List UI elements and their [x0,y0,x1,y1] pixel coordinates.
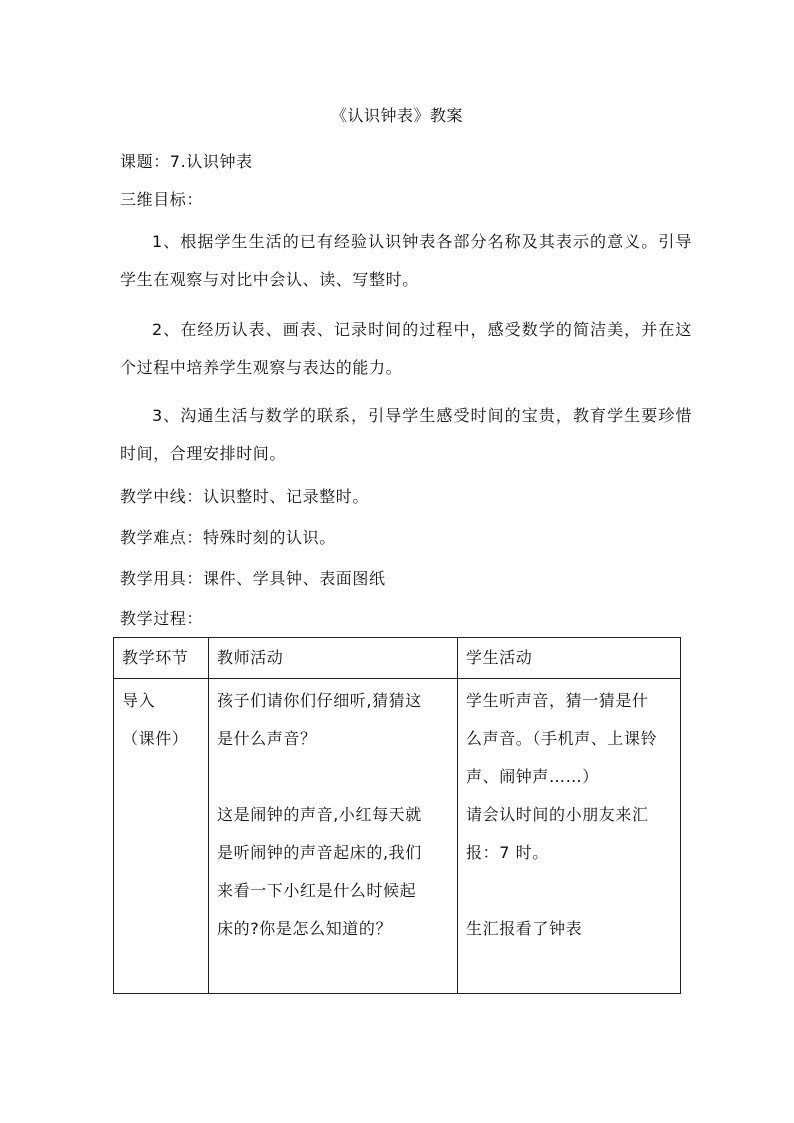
header-student-activity: 学生活动 [458,638,681,679]
objective-3-text: 3、沟通生活与数学的联系，引导学生感受时间的宝贵，教育学生要珍惜时间，合理安排时间。 [120,406,692,463]
student-line: 报：7 时。 [466,843,549,862]
teacher-line: 孩子们请你们仔细听,猜猜这 [217,691,422,710]
student-activity-cell [458,679,681,994]
objectives-heading: 三维目标： [120,190,204,209]
student-line: 请会认时间的小朋友来汇 [466,805,649,824]
teacher-line: 来看一下小红是什么时候起 [217,881,417,900]
student-line: 么声音。（手机声、上课铃 [466,729,658,748]
teaching-process-table [113,637,681,994]
process-heading: 教学过程： [120,609,204,628]
spacer [217,758,449,796]
key-point: 教学中线：认识整时、记录整时。 [120,487,370,506]
teaching-tools: 教学用具：课件、学具钟、表面图纸 [120,569,386,588]
teacher-line: 是什么声音？ [217,729,317,748]
objective-1 [120,223,692,299]
teacher-line: 是听闹钟的声音起床的,我们 [217,843,422,862]
teacher-activity-cell [209,679,458,994]
student-line: 学生听声音，猜一猜是什 [466,691,649,710]
document-title: 《认识钟表》教案 [330,106,463,125]
objective-3 [120,397,692,473]
stage-cell [114,679,209,994]
teacher-line: 床的?你是怎么知道的？ [217,919,393,938]
teacher-line: 这是闹钟的声音,小红每天就 [217,805,422,824]
lesson-topic: 课题：7.认识钟表 [120,152,253,171]
table-row [114,679,681,994]
objective-1-text: 1、根据学生生活的已有经验认识钟表各部分名称及其表示的意义。引导学生在观察与对比中会认、读、写整时。 [120,232,692,289]
objective-2-text: 2、在经历认表、画表、记录时间的过程中，感受数学的简洁美，并在这个过程中培养学生观察与表达的能力。 [120,320,692,377]
difficulty: 教学难点：特殊时刻的认识。 [120,528,336,547]
header-teacher-activity: 教师活动 [209,638,458,679]
student-line: 生汇报看了钟表 [466,919,583,938]
table-header-row [114,638,681,679]
header-stage: 教学环节 [114,638,209,679]
student-line: 声、闹钟声……） [466,767,599,786]
stage-label: 导入 [122,691,156,710]
stage-note: （课件） [122,729,189,748]
objective-2 [120,311,692,387]
spacer [466,872,672,910]
